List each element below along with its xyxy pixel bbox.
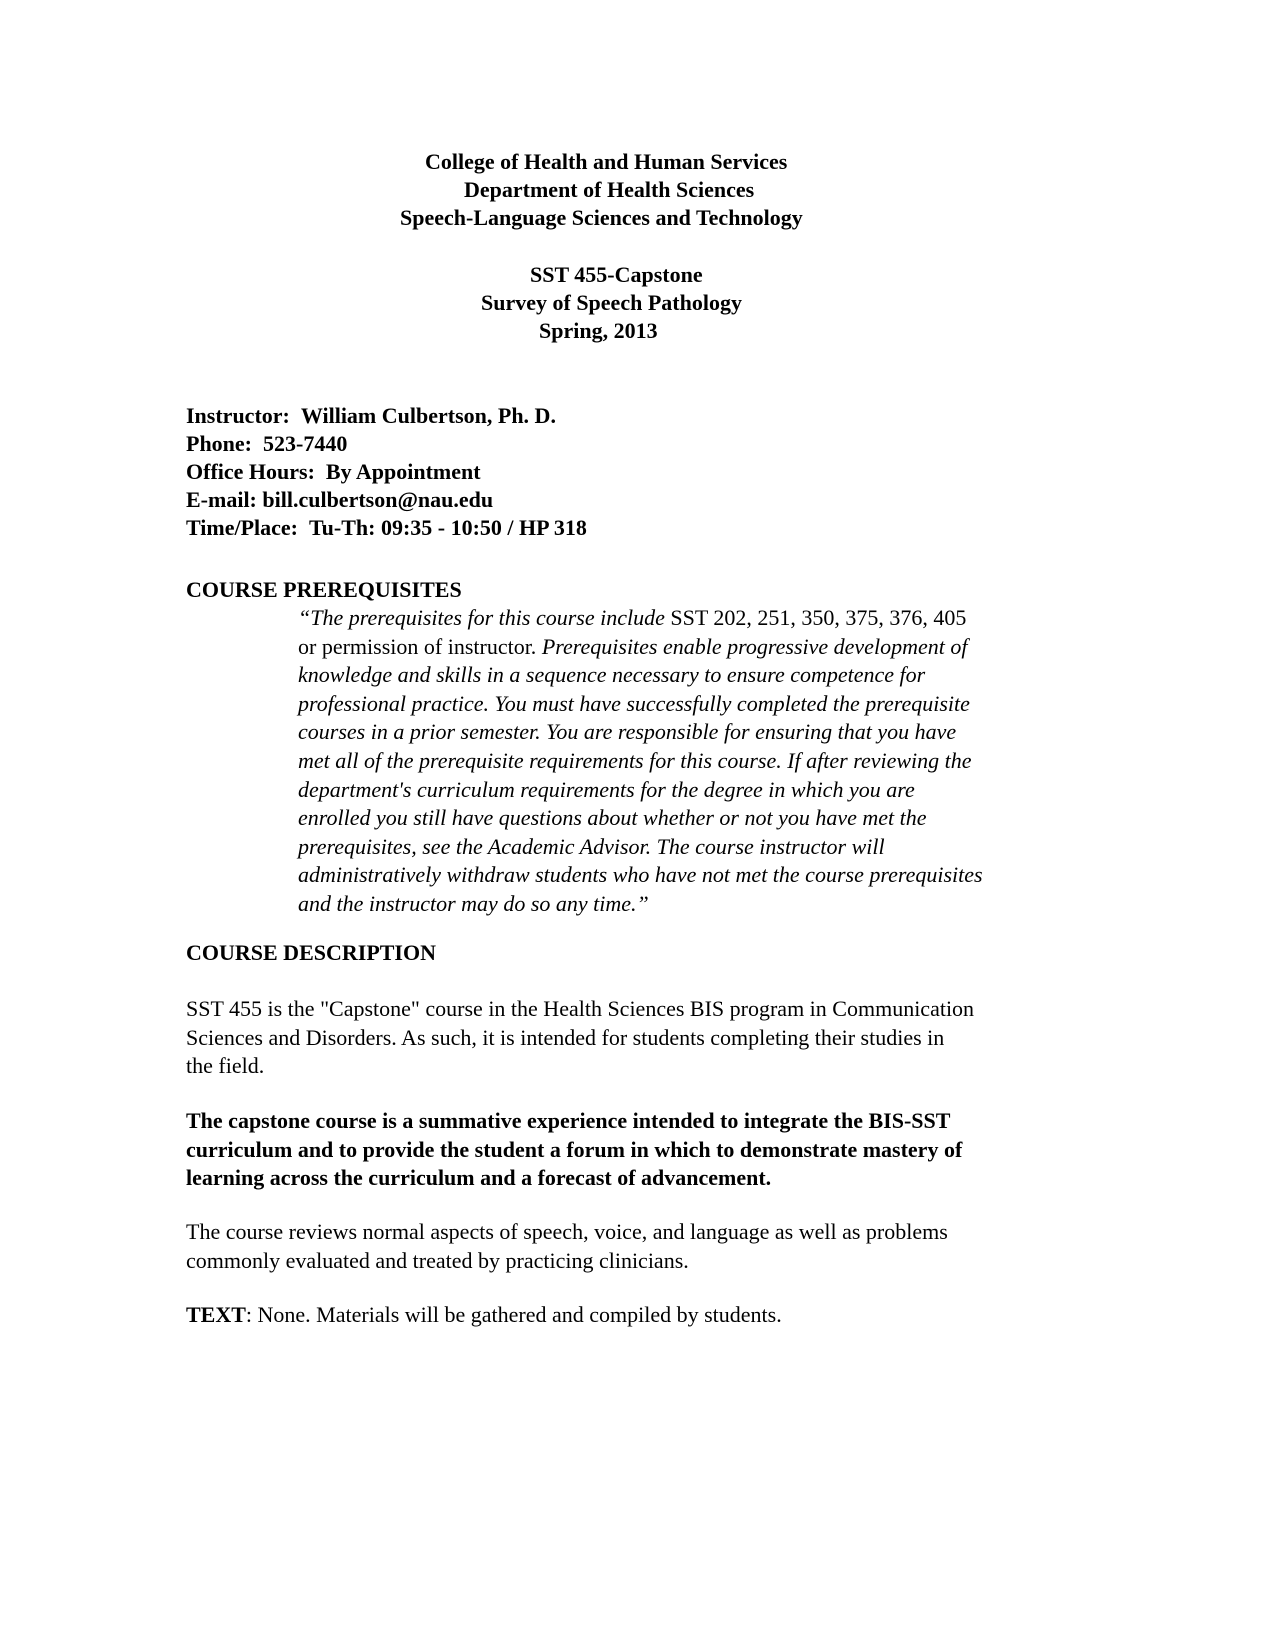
prerequisites-line: courses in a prior semester. You are responsible for ensuring that you have xyxy=(298,719,957,745)
college-name: College of Health and Human Services xyxy=(425,149,788,174)
email-line xyxy=(186,486,493,514)
prerequisites-line: met all of the prerequisite requirements for this course. If after reviewing the xyxy=(298,747,972,773)
prerequisites-line xyxy=(298,604,1098,633)
time-place-line xyxy=(186,514,587,542)
description-line: SST 455 is the "Capstone" course in the Health Sciences BIS program in Communication xyxy=(186,996,975,1021)
office-hours-line xyxy=(186,458,481,486)
description-paragraph-2 xyxy=(186,1107,1086,1193)
course-code: SST 455-Capstone xyxy=(530,262,703,287)
instructor-line xyxy=(186,402,556,430)
prerequisites-line: enrolled you still have questions about whether or not you have met the xyxy=(298,805,927,831)
program-name: Speech-Language Sciences and Technology xyxy=(400,205,803,230)
prerequisites-quote-start: “The prerequisites for this course include xyxy=(298,605,665,630)
prerequisites-line: prerequisites, see the Academic Advisor. The course instructor will xyxy=(298,833,885,859)
prerequisites-line: department's curriculum requirements for the degree in which you are xyxy=(298,776,915,802)
description-paragraph-1 xyxy=(186,995,1086,1081)
prerequisites-line: knowledge and skills in a sequence necessary to ensure competence for xyxy=(298,662,926,688)
prerequisites-rationale-start: Prerequisites enable progressive development of xyxy=(536,633,968,659)
department-name: Department of Health Sciences xyxy=(464,177,755,202)
phone-label: Phone: xyxy=(186,431,252,456)
office-hours-value: By Appointment xyxy=(325,459,481,484)
description-line: commonly evaluated and treated by practicing clinicians. xyxy=(186,1247,689,1273)
text-value: : None. Materials will be gathered and compiled by students. xyxy=(245,1302,782,1327)
prerequisites-heading: COURSE PREREQUISITES xyxy=(186,577,462,602)
description-line: the field. xyxy=(186,1053,265,1079)
instructor-label: Instructor: xyxy=(186,403,290,428)
email-label: E-mail: xyxy=(186,487,257,512)
course-term: Spring, 2013 xyxy=(539,318,658,343)
phone-value: 523-7440 xyxy=(263,431,348,456)
description-line: curriculum and to provide the student a forum in which to demonstrate mastery of xyxy=(186,1136,963,1162)
prerequisites-permission: or permission of instructor. xyxy=(298,633,537,659)
text-label: TEXT xyxy=(186,1302,246,1327)
prerequisites-line: and the instructor may do so any time.” xyxy=(298,890,649,916)
phone-line xyxy=(186,430,347,458)
prerequisites-course-list: SST 202, 251, 350, 375, 376, 405 xyxy=(664,605,967,630)
description-paragraph-3 xyxy=(186,1218,1086,1275)
time-place-label: Time/Place: xyxy=(186,515,298,540)
description-line: The course reviews normal aspects of speech, voice, and language as well as problems xyxy=(186,1219,948,1244)
description-line: The capstone course is a summative experience intended to integrate the BIS-SST xyxy=(186,1108,951,1133)
description-line: Sciences and Disorders. As such, it is intended for students completing their studies in xyxy=(186,1024,945,1050)
time-place-value: Tu-Th: 09:35 - 10:50 / HP 318 xyxy=(309,515,587,540)
prerequisites-line xyxy=(298,633,1098,662)
office-hours-label: Office Hours: xyxy=(186,459,315,484)
prerequisites-line: administratively withdraw students who have not met the course prerequisites xyxy=(298,862,983,888)
prerequisites-line: professional practice. You must have successfully completed the prerequisite xyxy=(298,690,970,716)
description-heading: COURSE DESCRIPTION xyxy=(186,940,436,965)
prerequisites-text xyxy=(298,604,1098,919)
text-line xyxy=(186,1301,782,1329)
email-value: bill.culbertson@nau.edu xyxy=(262,487,494,512)
description-line: learning across the curriculum and a forecast of advancement. xyxy=(186,1165,772,1191)
course-title: Survey of Speech Pathology xyxy=(481,290,742,315)
instructor-value: William Culbertson, Ph. D. xyxy=(300,403,556,428)
